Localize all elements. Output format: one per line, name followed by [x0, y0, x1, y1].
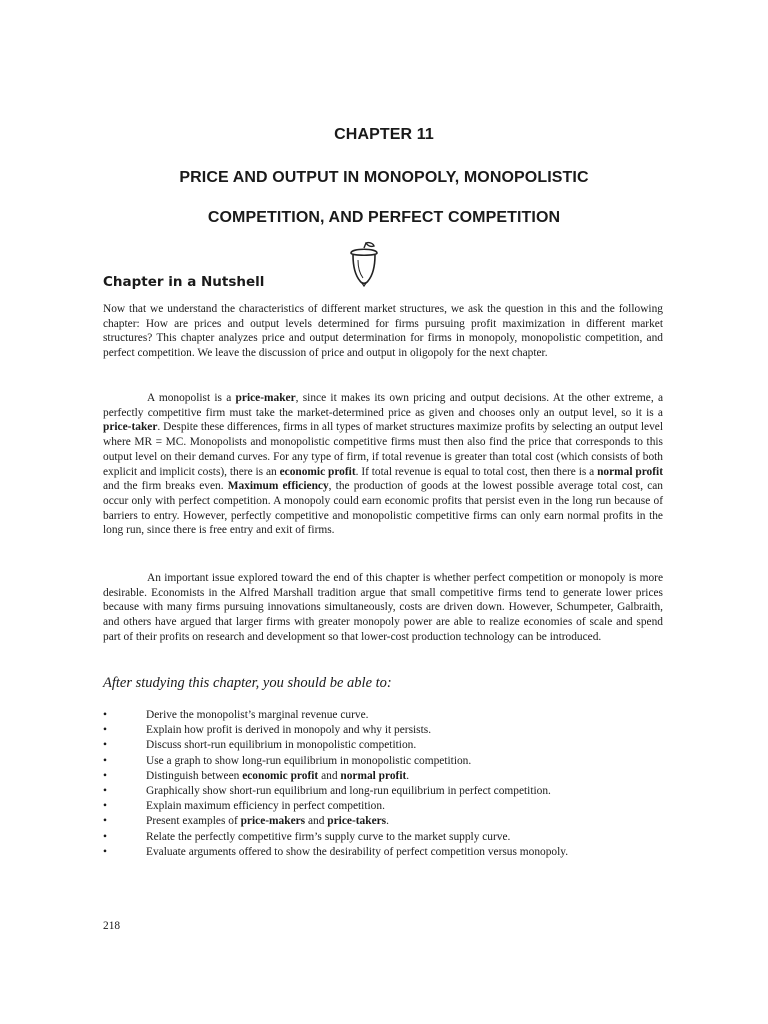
bullet: • [103, 830, 107, 843]
list-item: • Explain maximum efficiency in perfect competition. [103, 799, 663, 814]
list-item: • Evaluate arguments offered to show the desirability of perfect competition versus monopoly. [103, 845, 663, 860]
objectives-list [103, 708, 663, 860]
list-item: • Graphically show short-run equilibrium and long-run equilibrium in perfect competition. [103, 784, 663, 799]
chapter-title-line-2: COMPETITION, AND PERFECT COMPETITION [207, 209, 561, 226]
objectives-heading: After studying this chapter, you should be able to: [103, 675, 392, 691]
chapter-label: CHAPTER 11 [334, 126, 434, 143]
term-price-taker: price-taker [103, 421, 158, 434]
bullet: • [103, 739, 107, 752]
bullet: • [103, 754, 107, 767]
bullet: • [103, 724, 107, 737]
term-price-maker: price-maker [235, 392, 296, 404]
list-item: • Derive the monopolist’s marginal revenue curve. [103, 708, 663, 723]
chapter-title-line-1: PRICE AND OUTPUT IN MONOPOLY, MONOPOLISTIC [179, 169, 589, 186]
section-heading: Chapter in a Nutshell [103, 274, 265, 290]
paragraph-desirability: An important issue explored toward the end of this chapter is whether perfect competition or monopoly is more desirable. Economists in the Alfred Marshall tradition argue that small competitive firms tend to generate lower prices because with many firms pursuing innovations simultaneously, costs are driven down. However, Schumpeter, Galbraith, and others have argued that larger firms with greater monopoly power are able to realize economies of scale and spend part of their profits on research and development so that lower-cost production technology can be introduced. [103, 572, 663, 643]
bullet: • [103, 800, 107, 813]
term-normal-profit: normal profit [597, 465, 663, 478]
bullet: • [103, 709, 107, 721]
list-item: • Discuss short-run equilibrium in monopolistic competition. [103, 738, 663, 753]
paragraph-monopolist: A monopolist is a price-maker, since it makes its own pricing and output decisions. At the other extreme, a perfectly competitive firm must take the market-determined price as given and chooses only an output level, so it is a price-taker. Despite these differences, firms in all types of market structures maximize profits by selecting an output level where MR = MC. Monopolists and monopolistic competitive firms must then also find the price that corresponds to this output level on their demand curves. For any type of firm, if total revenue is greater than total cost (which consists of both explicit and implicit costs), there is an economic profit. If total revenue is equal to total cost, then there is a normal profit and the firm breaks even. Maximum efficiency, the production of goods at the lowest possible average total cost, can occur only with perfect competition. A monopoly could earn economic profits that persist even in the long run because of barriers to entry. However, perfectly competitive and monopolistic competitive firms can only earn normal profits in the long run, since there is free entry and exit of firms. [103, 392, 664, 537]
bullet: • [103, 784, 107, 797]
term-economic-profit: economic profit [279, 465, 356, 478]
bullet: • [103, 845, 107, 858]
bullet: • [103, 769, 107, 782]
list-item: • Use a graph to show long-run equilibrium in monopolistic competition. [103, 754, 663, 769]
list-item: • Explain how profit is derived in monopoly and why it persists. [103, 723, 663, 738]
paragraph-intro: Now that we understand the characteristics of different market structures, we ask the question in this and the following chapter: How are prices and output levels determined for firms pursuing profit maximization in different market structures? This chapter analyzes price and output determination for firms in monopoly, monopolistic competition, and perfect competition. We leave the discussion of price and output in oligopoly for the next chapter. [103, 303, 663, 360]
page-number: 218 [103, 920, 121, 932]
bullet: • [103, 815, 107, 828]
term-maximum-efficiency: Maximum efficiency [227, 480, 329, 493]
list-item: • Distinguish between economic profit and normal profit. [103, 769, 663, 784]
acorn-icon [346, 240, 382, 288]
list-item: • Present examples of price-makers and price-takers. [103, 814, 663, 829]
list-item: • Relate the perfectly competitive firm’s supply curve to the market supply curve. [103, 830, 663, 845]
